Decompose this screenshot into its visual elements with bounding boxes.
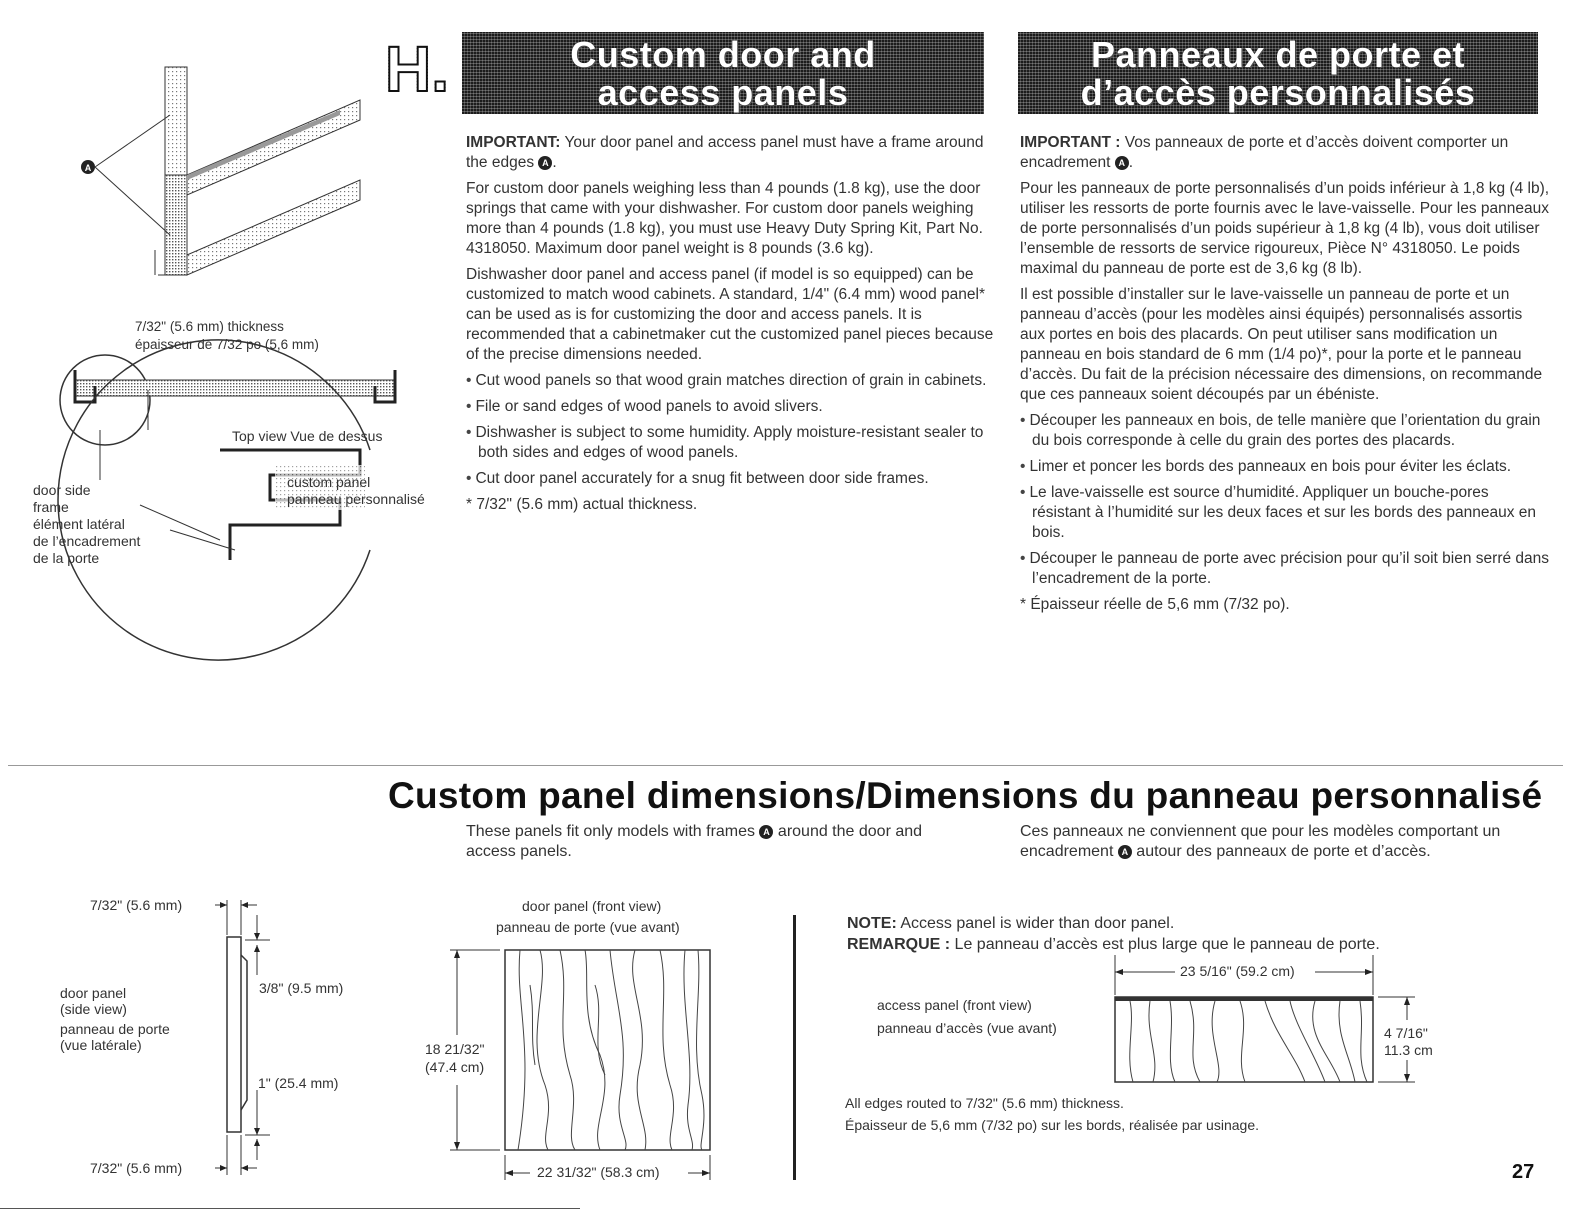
door-panel-front-view-diagram bbox=[440, 945, 740, 1185]
thickness-label-fr: épaisseur de 7/32 po (5,6 mm) bbox=[135, 337, 319, 352]
section-title-banner-en: Custom door and access panels bbox=[462, 32, 984, 114]
list-item: • Le lave-vaisselle est source d’humidité. Appliquer un bouche-pores résistant à l’humidité sur les deux faces et sur les bords des panneaux en bois. bbox=[1020, 483, 1550, 543]
list-item: • Cut wood panels so that wood grain matches direction of grain in cabinets. bbox=[466, 371, 996, 391]
instructions-english bbox=[466, 133, 996, 521]
front-view-label-en: door panel (front view) bbox=[522, 898, 662, 914]
fit-note-en: These panels fit only models with frames A around the door and access panels. bbox=[466, 823, 923, 860]
side-top-thickness-label: 7/32" (5.6 mm) bbox=[90, 897, 183, 913]
callout-a-icon: A bbox=[759, 825, 773, 839]
thickness-label-en: 7/32" (5.6 mm) thickness bbox=[135, 319, 284, 334]
access-height-label: 4 7/16" 11.3 cm bbox=[1384, 1025, 1433, 1058]
callout-a-icon: A bbox=[1115, 156, 1129, 170]
access-label-en: access panel (front view) bbox=[877, 997, 1032, 1013]
note-fr: REMARQUE : Le panneau d’accès est plus large que le panneau de porte. bbox=[847, 936, 1380, 953]
side-dim-top-label: 3/8" (9.5 mm) bbox=[259, 980, 344, 996]
vertical-separator bbox=[793, 915, 796, 1180]
important-note-fr: IMPORTANT : Vos panneaux de porte et d’accès doivent comporter un encadrement A . bbox=[1020, 134, 1509, 171]
front-width-label: 22 31/32" (58.3 cm) bbox=[537, 1164, 660, 1180]
list-item: • Limer et poncer les bords des panneaux en bois pour éviter les éclats. bbox=[1020, 457, 1550, 477]
paragraph-weight-fr: Pour les panneaux de porte personnalisés d’un poids inférieur à 1,8 kg (4 lb), utiliser les ressorts de porte fournis avec le lave-vaisselle. Pour les panneaux de porte personnalisés d’un poids supérieur à 1,8 kg (4 lb), vous doit utiliser l’ensemble de ressorts de service rigoureux, Pièce N° 4318050. Le poids maximal du panneau de porte est de 3,6 kg (8 lb). bbox=[1020, 180, 1550, 277]
list-item: • Dishwasher is subject to some humidity. Apply moisture-resistant sealer to both sides and edges of wood panels. bbox=[466, 423, 996, 463]
custom-panel-label-fr: panneau personnalisé bbox=[287, 491, 425, 507]
section-letter-badge: H. bbox=[385, 30, 455, 108]
fit-note-fr: Ces panneaux ne conviennent que pour les modèles comportant un encadrement A autour des panneaux de porte et d’accès. bbox=[1020, 823, 1501, 860]
list-item: • Cut door panel accurately for a snug fit between door side frames. bbox=[466, 469, 996, 489]
paragraph-customize-en: Dishwasher door panel and access panel (if model is so equipped) can be customized to match wood cabinets. A standard, 1/4" (6.4 mm) wood panel* can be used as is for customizing the door and access panels. It is recommended that a cabinetmaker cut the customized panel pieces because of the precise dimensions needed. bbox=[466, 266, 994, 363]
front-height-label: 18 21/32" (47.4 cm) bbox=[425, 1041, 485, 1075]
list-item: • Découper le panneau de porte avec précision pour qu’il soit bien serré dans l’encadrement de la porte. bbox=[1020, 549, 1550, 589]
instructions-french bbox=[1020, 133, 1550, 621]
list-item: • Découper les panneaux en bois, de telle manière que l’orientation du grain du bois corresponde à celle du grain des portes des placards. bbox=[1020, 411, 1550, 451]
custom-panel-label-en: custom panel bbox=[287, 474, 371, 490]
callout-a-icon: A bbox=[1118, 845, 1132, 859]
footer-rule bbox=[0, 1208, 580, 1209]
door-panel-side-view-diagram bbox=[215, 895, 295, 1185]
edges-note-en: All edges routed to 7/32" (5.6 mm) thickness. bbox=[845, 1095, 1124, 1111]
top-view-label: Top view Vue de dessus bbox=[232, 428, 383, 444]
front-view-label-fr: panneau de porte (vue avant) bbox=[496, 919, 680, 935]
note-en: NOTE: Access panel is wider than door panel. bbox=[847, 915, 1175, 932]
footnote-fr: * Épaisseur réelle de 5,6 mm (7/32 po). bbox=[1020, 596, 1290, 613]
edges-note-fr: Épaisseur de 5,6 mm (7/32 po) sur les bords, réalisée par usinage. bbox=[845, 1117, 1259, 1133]
door-side-frame-label: door side frame élément latéral de l’encadrement de la porte bbox=[33, 482, 141, 566]
page-number: 27 bbox=[1512, 1161, 1535, 1183]
section-title-banner-fr: Panneaux de porte et d’accès personnalisés bbox=[1018, 32, 1538, 114]
side-dim-bottom-label: 1" (25.4 mm) bbox=[258, 1075, 339, 1091]
important-note-en: IMPORTANT: Your door panel and access panel must have a frame around the edges A . bbox=[466, 134, 984, 171]
bullet-list-fr bbox=[1020, 411, 1550, 589]
access-width-label: 23 5/16" (59.2 cm) bbox=[1180, 963, 1295, 979]
frame-perspective-illustration bbox=[40, 55, 420, 355]
section-divider bbox=[8, 765, 1563, 766]
footnote-en: * 7/32" (5.6 mm) actual thickness. bbox=[466, 496, 698, 513]
paragraph-weight-en: For custom door panels weighing less than 4 pounds (1.8 kg), use the door springs that came with your dishwasher. For custom door panels weighing more than 4 pounds (1.8 kg), you must use Heavy Duty Spring Kit, Part No. 4318050. Maximum door panel weight is 8 pounds (3.6 kg). bbox=[466, 180, 983, 257]
callout-a-icon: A bbox=[538, 156, 552, 170]
bullet-list-en bbox=[466, 371, 996, 489]
side-bottom-thickness-label: 7/32" (5.6 mm) bbox=[90, 1160, 183, 1176]
access-label-fr: panneau d’accès (vue avant) bbox=[877, 1020, 1057, 1036]
svg-text:A: A bbox=[84, 163, 92, 173]
list-item: • File or sand edges of wood panels to avoid slivers. bbox=[466, 397, 996, 417]
dimensions-section-title: Custom panel dimensions/Dimensions du panneau personnalisé bbox=[388, 775, 1543, 816]
side-view-label: door panel (side view) panneau de porte (vue latérale) bbox=[60, 985, 170, 1053]
paragraph-customize-fr: Il est possible d’installer sur le lave-vaisselle un panneau de porte et un panneau d’accès (pour les modèles ainsi équipés) personnalisés assortis aux portes en bois des placards. On peut utiliser sans modification un panneau en bois standard de 6 mm (1/4 po)*, pour la porte et le panneau d’accès. Du fait de la précision nécessaire des dimensions, on recommande que ces panneaux soient découpés par un ébéniste. bbox=[1020, 286, 1543, 403]
